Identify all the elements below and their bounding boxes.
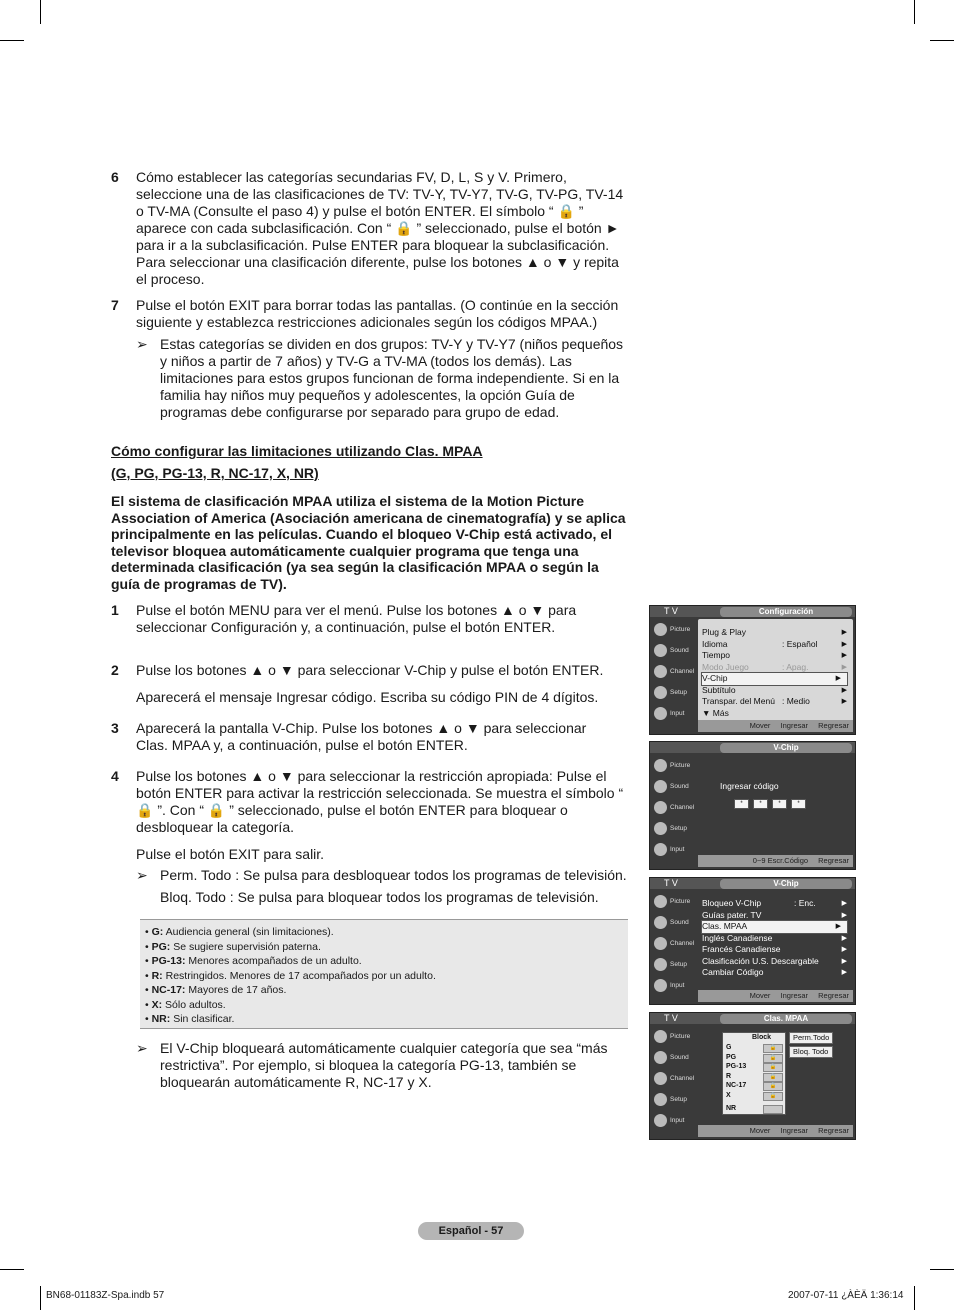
osd-menu [698, 891, 853, 979]
ratings-info-box [140, 919, 628, 1029]
hint-regresar: Regresar [818, 1126, 849, 1135]
step-4 [111, 768, 626, 863]
osd-bottom-bar [698, 990, 853, 1002]
hint-mover: Mover [749, 721, 771, 730]
arrow-right-icon: ▶ [841, 934, 847, 942]
mpaa-col-header: Block [751, 1034, 771, 1041]
hint-ingresar: Ingresar [780, 1126, 809, 1135]
hint-regresar: Regresar [818, 721, 849, 730]
osd-title: V-Chip [720, 879, 852, 889]
mpaa-row[interactable]: PG-13 🔒 [723, 1062, 785, 1072]
crop-mark [914, 1286, 915, 1310]
setup-icon [654, 958, 667, 971]
input-icon [654, 979, 667, 992]
osd-bottom-bar [698, 855, 853, 867]
rating-item: • PG-13: Menores acompañados de un adulto. [145, 955, 362, 967]
mpaa-table [722, 1032, 786, 1115]
step-6 [111, 169, 631, 288]
osd-title: Configuración [720, 607, 852, 617]
step-number: 2 [111, 662, 119, 678]
menu-item-modo-juego: Modo Juego : Apag. ▶ [702, 661, 847, 672]
setup-icon [654, 822, 667, 835]
step-number: 4 [111, 768, 119, 784]
rating-item: • G: Audiencia general (sin limitaciones). [145, 926, 334, 938]
step-text: Pulse el botón MENU para ver el menú. Pulse los botones ▲ o ▼ para seleccionar Configuración y, a continuación, pulse el botón ENTER. [136, 602, 577, 635]
mpaa-buttons [789, 1032, 833, 1060]
sidebar-item-input[interactable]: Input [652, 1111, 696, 1132]
osd-tv-label: T V [664, 878, 678, 888]
sidebar-item-setup[interactable]: Setup [652, 683, 696, 704]
step-1 [111, 602, 611, 636]
crop-mark [914, 0, 915, 24]
mpaa-row[interactable]: G 🔒 [723, 1043, 785, 1053]
arrow-right-icon: ▶ [841, 957, 847, 965]
crop-mark [0, 40, 24, 41]
osd-menu-panel [698, 891, 853, 991]
sidebar-item-picture[interactable]: Picture [652, 892, 696, 913]
osd-sidebar [652, 1027, 696, 1132]
lock-icon[interactable]: 🔒 [763, 1092, 783, 1101]
osd-tv-label: T V [664, 606, 678, 616]
crop-mark [40, 0, 41, 24]
channel-icon [654, 937, 667, 950]
mpaa-row[interactable]: X 🔒 [723, 1091, 785, 1101]
crop-mark [930, 40, 954, 41]
arrow-right-icon: ▶ [841, 686, 847, 694]
picture-icon [654, 1030, 667, 1043]
arrow-right-icon: ▶ [841, 640, 847, 648]
input-icon [654, 707, 667, 720]
osd-sidebar [652, 892, 696, 997]
page-number-badge: Español - 57 [418, 1222, 524, 1240]
arrow-right-icon: ▶ [841, 911, 847, 919]
section-heading: Cómo configurar las limitaciones utilizando Clas. MPAA [111, 443, 483, 459]
arrow-right-icon: ▶ [841, 652, 847, 659]
sidebar-item-input[interactable]: Input [652, 840, 696, 861]
crop-mark [930, 1269, 954, 1270]
osd-title: V-Chip [720, 743, 852, 753]
step-text: Aparecerá la pantalla V-Chip. Pulse los botones ▲ o ▼ para seleccionar Clas. MPAA y, a continuación, pulse el botón ENTER. [136, 720, 587, 753]
osd-tv-label: T V [664, 1013, 678, 1023]
hint-regresar: Regresar [818, 856, 849, 865]
note-bloq-todo [136, 889, 631, 906]
menu-item-ingles-canadiense[interactable]: Inglés Canadiense ▶ [702, 932, 847, 943]
sound-icon [654, 1051, 667, 1064]
rating-item: • NR: Sin clasificar. [145, 1013, 235, 1025]
menu-item-transparencia[interactable]: Transpar. del Menú : Medio ▶ [702, 696, 847, 706]
note-text: Bloq. Todo : Se pulsa para bloquear todos los programas de televisión. [160, 889, 599, 905]
footer-file-info: BN68-01183Z-Spa.indb 57 [46, 1290, 165, 1301]
step-number: 7 [111, 297, 119, 313]
note-perm-todo [136, 867, 631, 884]
mpaa-row[interactable]: NR [723, 1104, 785, 1114]
bloq-todo-button[interactable]: Bloq. Todo [789, 1046, 833, 1058]
step-number: 6 [111, 169, 119, 185]
osd-sidebar [652, 620, 696, 725]
rating-item: • X: Sólo adultos. [145, 998, 226, 1011]
hint-ingresar: Ingresar [780, 721, 809, 730]
code-input[interactable] [734, 797, 810, 809]
code-digit[interactable]: * [772, 799, 787, 809]
menu-item-plug-play[interactable]: Plug & Play ▶ [702, 627, 847, 637]
note-text: Perm. Todo : Se pulsa para desbloquear todos los programas de televisión. [160, 867, 627, 883]
crop-mark [0, 1269, 24, 1270]
code-digit[interactable]: * [791, 799, 806, 809]
arrow-right-icon: ▶ [841, 946, 847, 953]
hint-escribir-codigo: 0~9 Escr.Código [752, 856, 809, 865]
mpaa-row[interactable]: NC-17 🔒 [723, 1081, 785, 1091]
hint-regresar: Regresar [818, 991, 849, 1000]
mpaa-row[interactable]: R 🔒 [723, 1072, 785, 1082]
menu-item-mas[interactable]: ▼ Más [702, 707, 729, 718]
lock-icon[interactable]: 🔒 [763, 1073, 783, 1082]
osd-screen-vchip-code [649, 741, 856, 870]
crop-mark [40, 1286, 41, 1310]
step-2 [111, 662, 611, 706]
osd-screen-vchip-menu [649, 877, 856, 1005]
setup-icon [654, 686, 667, 699]
sound-icon [654, 644, 667, 657]
arrow-right-icon: ▶ [841, 969, 847, 976]
note-groups [136, 336, 631, 421]
hint-mover: Mover [749, 1126, 771, 1135]
step-text: Pulse los botones ▲ o ▼ para seleccionar la restricción apropiada: Pulse el botón ENTER para activar la restricción seleccionada. Se muestra el símbolo “ 🔒 ”. Con “ 🔒 ” seleccionado, pulse el botón ENTER para bloquear o desbloquear la categoría. [136, 768, 624, 835]
sidebar-item-channel[interactable]: Channel [652, 662, 696, 683]
picture-icon [654, 759, 667, 772]
sidebar-item-setup[interactable]: Setup [652, 1090, 696, 1111]
hint-mover: Mover [749, 991, 771, 1000]
lock-icon[interactable]: 🔒 [763, 1044, 783, 1053]
menu-item-bloqueo-vchip[interactable]: Bloqueo V-Chip : Enc. ▶ [702, 898, 847, 908]
step-text: Pulse el botón EXIT para borrar todas las pantallas. (O continúe en la sección siguiente y establezca restricciones adicionales según los códigos MPAA.) [136, 297, 619, 330]
rating-item: • R: Restringidos. Menores de 17 acompañados por un adulto. [145, 969, 436, 982]
menu-item-clasificacion-descargable[interactable]: Clasificación U.S. Descargable ▶ [702, 955, 847, 966]
sidebar-item-channel[interactable]: Channel [652, 1069, 696, 1090]
rating-item: • NC-17: Mayores de 17 años. [145, 984, 287, 996]
input-icon [654, 1114, 667, 1127]
lock-icon[interactable]: 🔒 [763, 1054, 783, 1063]
note-text: El V-Chip bloqueará automáticamente cualquier categoría que sea “más restrictiva”. Por ejemplo, si bloquea la categoría PG-13, también se bloquearán automáticamente R, NC-17 y X. [160, 1040, 608, 1090]
menu-item-clas-mpaa[interactable]: Clas. MPAA ▶ [702, 921, 847, 933]
osd-bottom-bar [698, 720, 853, 732]
menu-item-cambiar-codigo[interactable]: Cambiar Código ▶ [702, 967, 847, 977]
sidebar-item-input[interactable]: Input [652, 976, 696, 997]
note-vchip-restrictive [136, 1040, 616, 1091]
osd-code-panel [698, 755, 853, 856]
step-number: 1 [111, 602, 119, 618]
arrow-right-icon: ▶ [835, 923, 841, 930]
arrow-icon: ➢ [136, 867, 148, 883]
code-digit[interactable]: * [734, 799, 749, 809]
osd-screen-clas-mpaa [649, 1012, 856, 1140]
sidebar-item-sound[interactable]: Sound [652, 1048, 696, 1069]
sidebar-item-picture[interactable]: Picture [652, 620, 696, 641]
code-digit[interactable]: * [753, 799, 768, 809]
lock-icon[interactable]: 🔒 [763, 1063, 783, 1072]
ratings-list [140, 920, 628, 1027]
lock-slot[interactable] [763, 1105, 783, 1114]
osd-sidebar [652, 756, 696, 861]
sidebar-item-channel[interactable]: Channel [652, 934, 696, 955]
arrow-right-icon: ▶ [841, 663, 847, 671]
osd-bottom-bar [698, 1125, 853, 1137]
picture-icon [654, 895, 667, 908]
menu-item-idioma[interactable]: Idioma : Español ▶ [702, 638, 847, 649]
note-text: Estas categorías se dividen en dos grupos: TV-Y y TV-Y7 (niños pequeños y niños a partir de 7 años) y TV-G a TV-MA (todos los demás). Las limitaciones para estos grupos funcionan de forma independiente. Si en la familia hay niños muy pequeños y adolescentes, la opción Guía de programas debe configurarse por separado para grupo de edad. [160, 336, 624, 420]
menu-item-guias-pater[interactable]: Guías pater. TV ▶ [702, 909, 847, 920]
sidebar-item-setup[interactable]: Setup [652, 819, 696, 840]
channel-icon [654, 801, 667, 814]
section-intro: El sistema de clasificación MPAA utiliza el sistema de la Motion Picture Association of America (Asociación americana de cinematografía) y se aplica principalmente en las películas. Cuando el bloqueo V-Chip está activado, el televisor bloquea automáticamente cualquier programa que tenga una determinada clasificación (ya sea según la clasificación MPAA o según la guía de programas de TV). [111, 493, 626, 592]
setup-icon [654, 1093, 667, 1106]
arrow-icon: ➢ [136, 336, 148, 352]
sound-icon [654, 916, 667, 929]
step-text-2: Aparecerá el mensaje Ingresar código. Escriba su código PIN de 4 dígitos. [136, 689, 599, 705]
input-icon [654, 843, 667, 856]
lock-icon[interactable]: 🔒 [763, 1082, 783, 1091]
sidebar-item-input[interactable]: Input [652, 704, 696, 725]
arrow-icon: ➢ [136, 1040, 148, 1056]
hint-ingresar: Ingresar [780, 991, 809, 1000]
section-subheading: (G, PG, PG-13, R, NC-17, X, NR) [111, 465, 319, 481]
menu-item-vchip[interactable]: V-Chip ▶ [702, 673, 847, 685]
osd-screen-configuracion [649, 605, 856, 735]
rating-item: • PG: Se sugiere supervisión paterna. [145, 940, 321, 953]
menu-item-tiempo[interactable]: Tiempo ▶ [702, 650, 847, 660]
sidebar-item-picture[interactable]: Picture [652, 756, 696, 777]
step-number: 3 [111, 720, 119, 736]
arrow-right-icon: ▶ [835, 675, 841, 682]
sidebar-item-sound[interactable]: Sound [652, 913, 696, 934]
picture-icon [654, 623, 667, 636]
osd-menu-panel [698, 619, 853, 722]
channel-icon [654, 665, 667, 678]
step-text: Cómo establecer las categorías secundarias FV, D, L, S y V. Primero, seleccione una de las clasificaciones de TV: TV-Y, TV-Y7, TV-G, TV-PG, TV-14 o TV-MA (Consulte el paso 4) y pulse el botón ENTER. El símbolo “ 🔒 ” aparece con cada subclasificación. Con “ 🔒 ” seleccionado, pulse el botón ► para ir a la subclasificación. Pulse ENTER para bloquear la subclasificación. Para seleccionar una clasificación diferente, pulse los botones ▲ o ▼ y repita el proceso. [136, 169, 624, 287]
code-prompt: Ingresar código [720, 781, 779, 791]
menu-item-subtitulo[interactable]: Subtítulo ▶ [702, 684, 847, 695]
sidebar-item-setup[interactable]: Setup [652, 955, 696, 976]
step-7 [111, 297, 631, 331]
menu-item-frances-canadiense[interactable]: Francés Canadiense ▶ [702, 944, 847, 954]
perm-todo-button[interactable]: Perm.Todo [789, 1032, 833, 1044]
osd-title: Clas. MPAA [720, 1014, 852, 1024]
sound-icon [654, 780, 667, 793]
mpaa-row[interactable]: PG 🔒 [723, 1053, 785, 1063]
step-text-2: Pulse el botón EXIT para salir. [136, 846, 325, 862]
step-text: Pulse los botones ▲ o ▼ para seleccionar V-Chip y pulse el botón ENTER. [136, 662, 604, 678]
sidebar-item-sound[interactable]: Sound [652, 777, 696, 798]
osd-menu [698, 619, 853, 719]
sidebar-item-sound[interactable]: Sound [652, 641, 696, 662]
arrow-right-icon: ▶ [841, 629, 847, 636]
sidebar-item-picture[interactable]: Picture [652, 1027, 696, 1048]
arrow-right-icon: ▶ [841, 900, 847, 907]
step-3 [111, 720, 611, 754]
footer-timestamp: 2007-07-11 ¿ÀÈÄ 1:36:14 [788, 1290, 904, 1301]
channel-icon [654, 1072, 667, 1085]
arrow-right-icon: ▶ [841, 698, 847, 705]
sidebar-item-channel[interactable]: Channel [652, 798, 696, 819]
osd-mpaa-panel [698, 1026, 853, 1126]
